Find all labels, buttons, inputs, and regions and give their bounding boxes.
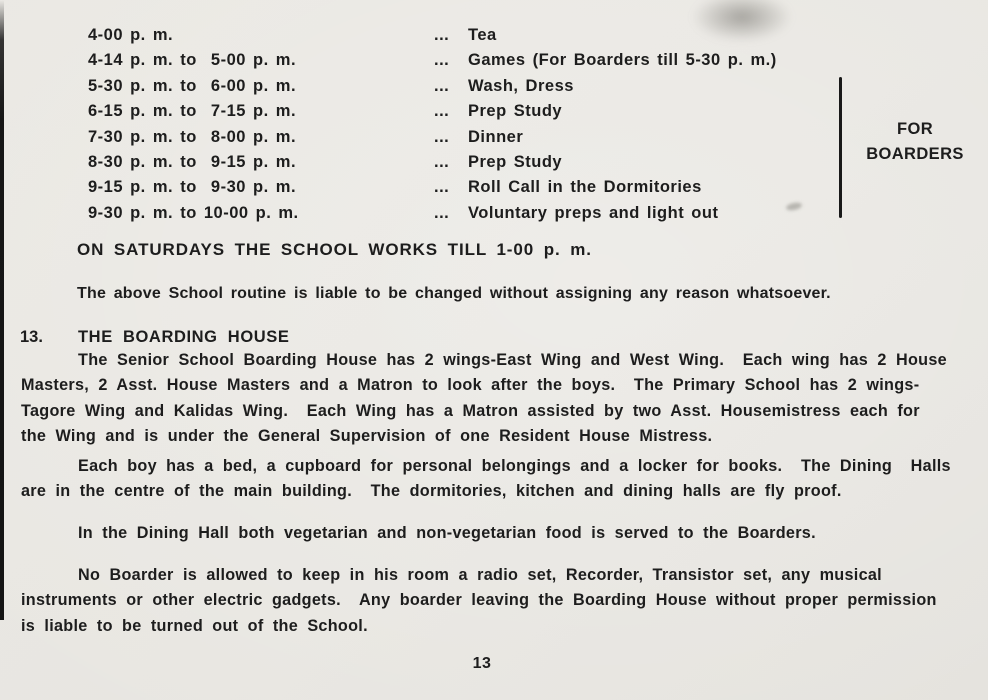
page-number: 13: [472, 655, 492, 672]
time-range: 7-30 p. m. to 8-00 p. m.: [88, 127, 297, 146]
activity: Wash, Dress: [468, 76, 574, 95]
time-range: 9-30 p. m. to 10-00 p. m.: [88, 203, 299, 222]
schedule-row: [88, 23, 777, 48]
leader-dots: ...: [434, 102, 450, 121]
paragraph-boarding-house-wings: [21, 348, 971, 450]
schedule-row: [88, 125, 777, 150]
boarders-label-line1: FOR: [896, 120, 934, 138]
time-range: 5-30 p. m. to 6-00 p. m.: [88, 76, 297, 95]
section-title: THE BOARDING HOUSE: [78, 328, 290, 346]
paragraph-dining-hall-food: [21, 521, 971, 546]
daily-routine-table: [88, 23, 777, 226]
paragraph-line: The Senior School Boarding House has 2 wings-East Wing and West Wing. Each wing has 2 House: [78, 351, 947, 369]
boarders-label: [853, 117, 977, 167]
schedule-row: [88, 150, 777, 175]
activity: Voluntary preps and light out: [468, 203, 719, 222]
scan-edge-shadow: [0, 0, 4, 620]
schedule-row: [88, 201, 777, 226]
paragraph-line: is liable to be turned out of the School.: [21, 616, 368, 635]
scan-smudge-small: [785, 201, 802, 211]
paragraph-line: No Boarder is allowed to keep in his room a radio set, Recorder, Transistor set, any musical: [78, 566, 882, 584]
schedule-row: [88, 74, 777, 99]
schedule-row: [88, 48, 777, 73]
saturday-note: ON SATURDAYS THE SCHOOL WORKS TILL 1-00 p. m.: [77, 240, 592, 259]
activity: Prep Study: [468, 102, 563, 121]
boarders-label-line2: BOARDERS: [866, 145, 964, 163]
time-range: 8-30 p. m. to 9-15 p. m.: [88, 152, 297, 171]
activity: Tea: [468, 26, 497, 44]
time-range: 6-15 p. m. to 7-15 p. m.: [88, 102, 297, 121]
paragraph-line: Each boy has a bed, a cupboard for personal belongings and a locker for books. The Dining Halls: [78, 457, 951, 475]
paragraph-line: Tagore Wing and Kalidas Wing. Each Wing has a Matron assisted by two Asst. Housemistress each for: [21, 401, 920, 420]
schedule-row: [88, 175, 777, 200]
paragraph-boarder-rules: [21, 563, 971, 639]
paragraph-line: In the Dining Hall both vegetarian and non-vegetarian food is served to the Boarders.: [78, 524, 816, 542]
leader-dots: ...: [434, 203, 450, 222]
activity: Prep Study: [468, 152, 563, 171]
paragraph-line: instruments or other electric gadgets. Any boarder leaving the Boarding House without proper permission: [21, 591, 937, 610]
routine-change-note: The above School routine is liable to be changed without assigning any reason whatsoever.: [77, 285, 831, 302]
time-range: 4-14 p. m. to 5-00 p. m.: [88, 51, 297, 70]
activity: Dinner: [468, 127, 524, 146]
boarders-bracket-line: [839, 77, 842, 218]
leader-dots: ...: [434, 76, 450, 95]
paragraph-line: Masters, 2 Asst. House Masters and a Matron to look after the boys. The Primary School has 2 wings-: [21, 376, 920, 395]
paragraph-line: are in the centre of the main building. The dormitories, kitchen and dining halls are fly proof.: [21, 482, 842, 501]
paragraph-beds-dining: [21, 454, 971, 505]
schedule-row: [88, 99, 777, 124]
leader-dots: ...: [434, 26, 450, 44]
leader-dots: ...: [434, 127, 450, 146]
paragraph-line: the Wing and is under the General Supervision of one Resident House Mistress.: [21, 427, 713, 446]
leader-dots: ...: [434, 178, 450, 197]
activity: Roll Call in the Dormitories: [468, 178, 702, 197]
time-range: 9-15 p. m. to 9-30 p. m.: [88, 178, 297, 197]
section-number: 13.: [20, 328, 43, 346]
leader-dots: ...: [434, 51, 450, 70]
time-range: 4-00 p. m.: [88, 26, 174, 44]
activity: Games (For Boarders till 5-30 p. m.): [468, 51, 777, 70]
leader-dots: ...: [434, 152, 450, 171]
